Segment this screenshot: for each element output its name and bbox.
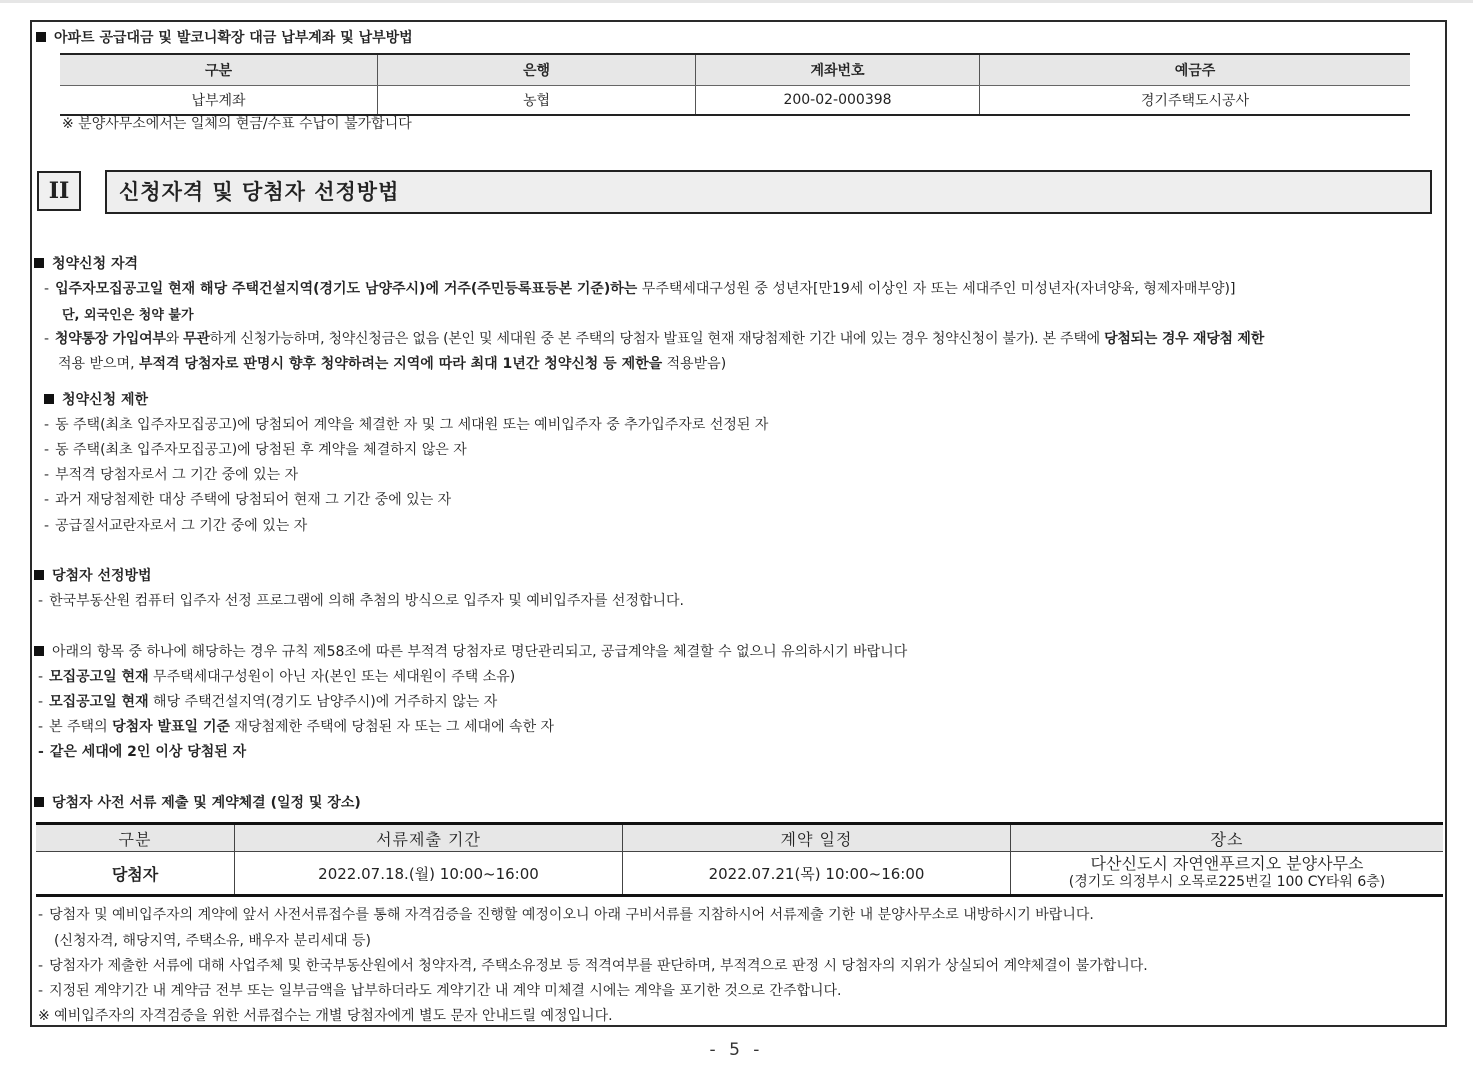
- top-edge: [0, 0, 1473, 3]
- square-bullet-icon: [34, 570, 44, 580]
- square-bullet-icon: [34, 797, 44, 807]
- square-bullet-icon: [36, 32, 46, 42]
- list-item: (신청자격, 해당지역, 주택소유, 배우자 분리세대 등): [54, 933, 372, 949]
- place-name: 다산신도시 자연앤푸르지오 분양사무소: [1090, 854, 1364, 873]
- table-cell: 당첨자: [36, 852, 235, 896]
- list-item: - 동 주택(최초 입주자모집공고)에 당첨되어 계약을 체결한 자 및 그 세대원 또는 예비입주자 중 추가입주자로 선정된 자: [44, 417, 769, 433]
- table-cell: 200-02-000398: [696, 86, 980, 116]
- ineligible-heading: 아래의 항목 중 하나에 해당하는 경우 규칙 제58조에 따른 부적격 당첨자로 명단관리되고, 공급계약을 체결할 수 없으니 유의하시기 바랍니다: [34, 641, 907, 661]
- table-header: 계약 일정: [623, 824, 1011, 852]
- list-item: - 모집공고일 현재 해당 주택건설지역(경기도 남양주시)에 거주하지 않는 자: [38, 694, 498, 710]
- list-item: ※ 예비입주자의 자격검증을 위한 서류접수는 개별 당첨자에게 별도 문자 안내드릴 예정입니다.: [38, 1008, 613, 1024]
- payment-heading: 아파트 공급대금 및 발코니확장 대금 납부계좌 및 납부방법: [36, 27, 413, 47]
- list-item: - 본 주택의 당첨자 발표일 기준 재당첨제한 주택에 당첨된 자 또는 그 세대에 속한 자: [38, 719, 555, 735]
- selection-text: - 한국부동산원 컴퓨터 입주자 선정 프로그램에 의해 추첨의 방식으로 입주자 및 예비입주자를 선정합니다.: [38, 593, 684, 609]
- table-row: [36, 852, 1443, 896]
- table-header: 구분: [60, 54, 378, 86]
- table-header: 은행: [378, 54, 696, 86]
- eligibility-foreigner-note: 단, 외국인은 청약 불가: [62, 308, 194, 323]
- square-bullet-icon: [34, 646, 44, 656]
- eligibility-line-3: - 청약통장 가입여부와 무관하게 신청가능하며, 청약신청금은 없음 (본인 및 세대원 중 본 주택의 당첨자 발표일 현재 재당첨제한 기간 내에 있는 경우 청약신청이 불가). 본 주택에 당첨되는 경우 재당첨 제한: [44, 331, 1264, 347]
- list-item: - 모집공고일 현재 무주택세대구성원이 아닌 자(본인 또는 세대원이 주택 소유): [38, 669, 516, 685]
- table-cell: 납부계좌: [60, 86, 378, 116]
- list-item: - 당첨자가 제출한 서류에 대해 사업주체 및 한국부동산원에서 청약자격, 주택소유정보 등 적격여부를 판단하며, 부적격으로 판정 시 당첨자의 지위가 상실되어 계약체결이 불가합니다.: [38, 958, 1148, 974]
- square-bullet-icon: [34, 258, 44, 268]
- list-item: - 공급질서교란자로서 그 기간 중에 있는 자: [44, 518, 308, 534]
- table-cell: [1011, 852, 1444, 896]
- table-header: 예금주: [980, 54, 1411, 86]
- list-item: - 당첨자 및 예비입주자의 계약에 앞서 사전서류접수를 통해 자격검증을 진행할 예정이오니 아래 구비서류를 지참하시어 서류제출 기한 내 분양사무소로 내방하시기 바랍니다.: [38, 907, 1094, 923]
- square-bullet-icon: [44, 394, 54, 404]
- table-header-row: [36, 824, 1443, 852]
- table-row: [60, 86, 1410, 116]
- selection-heading: 당첨자 선정방법: [34, 565, 152, 585]
- table-header: 계좌번호: [696, 54, 980, 86]
- table-header: 장소: [1011, 824, 1444, 852]
- eligibility-line-1: - 입주자모집공고일 현재 해당 주택건설지역(경기도 남양주시)에 거주(주민등록표등본 기준)하는 무주택세대구성원 중 성년자[만19세 이상인 자 또는 세대주인 미성년자(자녀양육, 형제자매부양)]: [44, 281, 1236, 297]
- place-address: (경기도 의정부시 오목로225번길 100 CY타워 6층): [1068, 874, 1386, 890]
- contract-heading: 당첨자 사전 서류 제출 및 계약체결 (일정 및 장소): [34, 792, 361, 812]
- contract-table: [36, 822, 1443, 897]
- list-item: - 부적격 당첨자로서 그 기간 중에 있는 자: [44, 467, 299, 483]
- list-item: - 지정된 계약기간 내 계약금 전부 또는 일부금액을 납부하더라도 계약기간 내 계약 미체결 시에는 계약을 포기한 것으로 간주합니다.: [38, 983, 842, 999]
- table-cell: 2022.07.18.(월) 10:00~16:00: [235, 852, 623, 896]
- page-number: - 5 -: [709, 1040, 764, 1060]
- table-cell: 2022.07.21(목) 10:00~16:00: [623, 852, 1011, 896]
- list-item: - 같은 세대에 2인 이상 당첨된 자: [38, 744, 247, 760]
- list-item: - 동 주택(최초 입주자모집공고)에 당첨된 후 계약을 체결하지 않은 자: [44, 442, 467, 458]
- eligibility-heading: 청약신청 자격: [34, 253, 138, 273]
- table-header-row: [60, 54, 1410, 86]
- payment-table: [60, 53, 1410, 116]
- section-number: II: [37, 171, 81, 211]
- table-header: 서류제출 기간: [235, 824, 623, 852]
- table-cell: 경기주택도시공사: [980, 86, 1411, 116]
- table-cell: 농협: [378, 86, 696, 116]
- restriction-heading: 청약신청 제한: [44, 389, 148, 409]
- section-title: 신청자격 및 당첨자 선정방법: [105, 170, 1432, 214]
- eligibility-line-4: 적용 받으며, 부적격 당첨자로 판명시 향후 청약하려는 지역에 따라 최대 1년간 청약신청 등 제한을 적용받음): [58, 356, 727, 372]
- table-header: 구분: [36, 824, 235, 852]
- list-item: - 과거 재당첨제한 대상 주택에 당첨되어 현재 그 기간 중에 있는 자: [44, 492, 452, 508]
- payment-note: ※ 분양사무소에서는 일체의 현금/수표 수납이 불가합니다: [62, 116, 412, 132]
